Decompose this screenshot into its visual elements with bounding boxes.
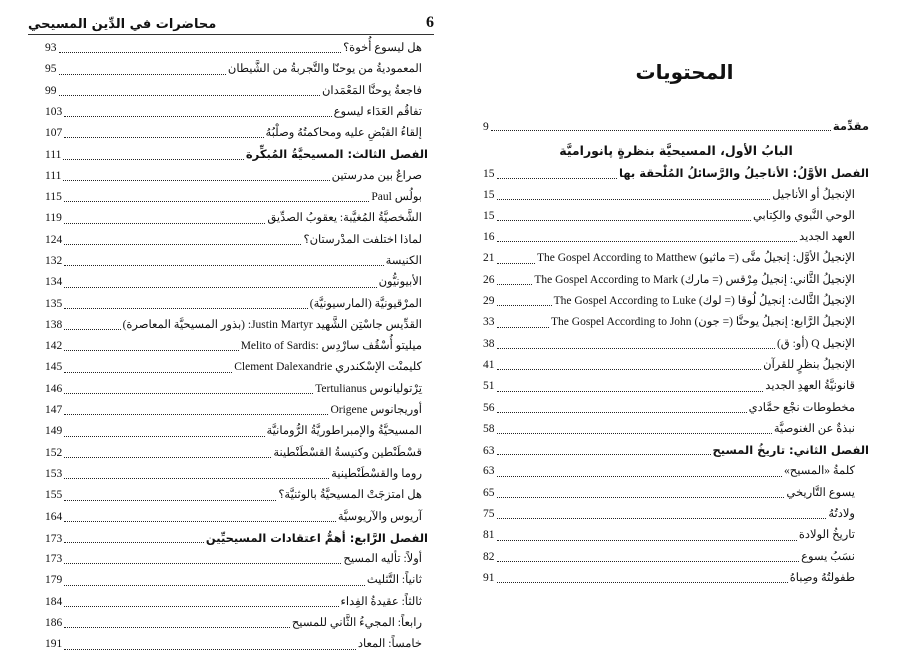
dot-leader	[497, 263, 536, 264]
toc-entry-label: تاريخُ الولادة	[798, 529, 855, 542]
toc-entry-label: الإنجيلُ الثَّاني: إنجيلُ مِرْقس (= مارك) The Gospel According to Mark	[534, 273, 855, 286]
toc-entry-page: 38	[483, 337, 495, 350]
toc-entry-page: 63	[483, 465, 495, 478]
toc-entry-page: 115	[45, 191, 62, 204]
toc-entry[interactable]	[483, 291, 869, 312]
dot-leader	[497, 454, 711, 455]
toc-entry[interactable]	[45, 81, 422, 102]
dot-leader	[64, 287, 376, 288]
dot-leader	[64, 116, 331, 117]
dot-leader	[64, 372, 232, 373]
toc-entry[interactable]	[483, 227, 869, 248]
dot-leader	[64, 137, 263, 138]
toc-entry-page: 29	[483, 295, 495, 308]
dot-leader	[59, 95, 320, 96]
toc-entry-label: الفصل الثالث: المسيحيَّةُ المُبكِّرة	[245, 147, 428, 162]
toc-entry[interactable]	[45, 421, 422, 442]
toc-entry[interactable]	[45, 357, 422, 378]
dot-leader	[64, 436, 264, 437]
toc-entry[interactable]	[45, 613, 422, 634]
toc-entry[interactable]	[483, 398, 869, 419]
toc-entry[interactable]	[45, 123, 422, 144]
toc-entry[interactable]	[483, 334, 869, 355]
toc-entry-page: 103	[45, 105, 63, 118]
toc-entry-label: قانونيَّةُ العهدِ الجديد	[765, 380, 855, 393]
toc-entry-label: ميليتو أُسْقُف سارْدِس :Melito of Sardis	[240, 340, 422, 353]
dot-leader	[497, 476, 783, 477]
dot-leader	[64, 329, 120, 330]
toc-entry-page: 132	[45, 254, 63, 267]
toc-entry-label: الشَّخصيَّةُ المُغيَّبة: يعقوبُ الصدِّيق	[267, 212, 422, 225]
dot-leader	[64, 308, 307, 309]
toc-entry-label: المسيحيَّةُ والإمبراطوريَّةُ الرُّومانيَّة	[266, 425, 422, 438]
dot-leader	[497, 433, 772, 434]
dot-leader	[497, 497, 785, 498]
toc-entry-page: 111	[45, 149, 62, 162]
toc-entry[interactable]	[483, 419, 869, 440]
dot-leader	[497, 199, 771, 200]
toc-entry-page: 56	[483, 401, 495, 414]
dot-leader	[64, 521, 336, 522]
toc-entry-label: الفصل الأوَّلُ: الأناجيلُ والرَّسائلُ المُلْحقة بها	[619, 166, 869, 181]
toc-entry[interactable]	[45, 166, 422, 187]
dot-leader	[64, 201, 370, 202]
toc-entry[interactable]	[45, 336, 422, 357]
toc-entry-label: رابعاً: المجيءُ الثَّاني للمسيح	[291, 617, 422, 630]
toc-entry-page: 124	[45, 233, 63, 246]
dot-leader	[497, 540, 797, 541]
toc-entry[interactable]	[483, 312, 869, 333]
toc-entry-page: 63	[483, 445, 495, 458]
toc-entry[interactable]	[483, 483, 869, 504]
toc-entry-label: العهد الجديد	[799, 231, 855, 244]
toc-entry-page: 149	[45, 425, 63, 438]
toc-entry-page: 51	[483, 380, 495, 393]
dot-leader	[64, 563, 341, 564]
toc-entry[interactable]	[45, 294, 422, 315]
toc-entry-label: الفصل الرَّابع: أهمُّ اعتقادات المسيحيِّين	[205, 530, 428, 545]
toc-entry-page: 15	[483, 188, 495, 201]
toc-entry-label: القدِّيس جاسْتِن الشَّهيد Justin Martyr: (بذور المسيحيَّة المعاصرة)	[122, 318, 422, 331]
toc-entry-page: 173	[45, 532, 63, 545]
toc-entry-label: أولاً: تأليه المسيح	[343, 553, 422, 566]
toc-entry-label: آريوس والآريوسيَّة	[337, 510, 422, 523]
toc-entry[interactable]	[483, 206, 869, 227]
toc-entry-label: نسَبُ يسوع	[801, 550, 855, 563]
toc-entry-label: كليمنْت الإسْكندري Clement Dalexandrie	[234, 361, 422, 374]
toc-entry-label: المعموديةُ من يوحنّا والتَّجربةُ من الشَّيطان	[227, 63, 422, 76]
dot-leader	[64, 500, 276, 501]
toc-entry-label: طفولتُهُ وصِباهُ	[789, 571, 855, 584]
dot-leader	[64, 649, 356, 650]
dot-leader	[64, 414, 328, 415]
toc-entry-page: 142	[45, 340, 63, 353]
part-title: البابُ الأول، المسيحيَّة بنظرةٍ پانوراميَّة	[559, 143, 793, 159]
toc-entry[interactable]	[483, 248, 869, 269]
dot-leader	[63, 180, 329, 181]
toc-entry-label: مخطوطات نجْع حمَّادي	[748, 401, 855, 414]
toc-entry[interactable]	[45, 400, 422, 421]
toc-entry[interactable]	[483, 525, 869, 546]
dot-leader	[497, 561, 800, 562]
toc-entry-label: صراعٌ بين مدرستين	[331, 169, 422, 182]
toc-entry-page: 58	[483, 422, 495, 435]
toc-entry-page: 81	[483, 529, 495, 542]
dot-leader	[497, 241, 798, 242]
dot-leader	[497, 518, 827, 519]
toc-entry[interactable]	[45, 208, 422, 229]
toc-entry-page: 147	[45, 404, 63, 417]
toc-entry-label: لماذا اختلفت المدْرستان؟	[303, 233, 422, 246]
toc-entry-page: 153	[45, 467, 63, 480]
toc-entry-label: الإنجيلُ الثَّالث: إنجيلُ لُوقا (= لوك) The Gospel According to Luke	[553, 295, 855, 308]
dot-leader	[64, 606, 338, 607]
dot-leader	[64, 478, 329, 479]
toc-entry-label: الإنجيلُ الأوَّل: إنجيلُ متَّى (= ماثيو) The Gospel According to Matthew	[537, 252, 855, 265]
toc-entry-page: 15	[483, 168, 495, 181]
toc-entry-page: 91	[483, 571, 495, 584]
dot-leader	[59, 52, 342, 53]
toc-entry-label: هل ليسوع أُخوة؟	[343, 42, 422, 54]
dot-leader	[64, 223, 266, 224]
toc-entry-page: 15	[483, 209, 495, 222]
dot-leader	[497, 305, 552, 306]
toc-entry-label: الإنجيلُ بنظرٍ للقرآن	[763, 358, 855, 371]
toc-entry[interactable]	[483, 270, 869, 291]
dot-leader	[64, 542, 204, 543]
toc-entry-label: أوريجانوس Origene	[330, 404, 422, 417]
toc-entry-label: هل امتزجَتْ المسيحيَّةُ بالوثنيَّة؟	[278, 489, 422, 502]
toc-entry-label: الأبيونيُّون	[378, 276, 422, 289]
toc-chapter-heading[interactable]	[483, 440, 869, 461]
toc-entry-label: فاجعةُ يوحنَّا المَعْمَدان	[321, 84, 422, 97]
toc-entry[interactable]	[45, 485, 422, 506]
dot-leader	[63, 159, 243, 160]
toc-entry-page: 119	[45, 212, 62, 225]
dot-leader	[64, 457, 271, 458]
toc-entry-label: نبذةٌ عن الغنوصيَّة	[773, 422, 855, 435]
toc-entry-page: 134	[45, 276, 63, 289]
dot-leader	[497, 284, 533, 285]
toc-entry-label: روما والقسْطَنْطينية	[331, 467, 422, 480]
toc-entry-label: إلقاءُ القبْضِ عليه ومحاكمتُهُ وصلْبُهُ	[265, 127, 422, 140]
toc-entry-page: 75	[483, 508, 495, 521]
toc-entry-page: 186	[45, 617, 63, 630]
toc-entry-page: 21	[483, 252, 495, 265]
toc-entry-label: مقدِّمة	[832, 119, 869, 133]
dot-leader	[497, 412, 747, 413]
toc-entry[interactable]	[45, 379, 422, 400]
toc-entry[interactable]	[45, 187, 422, 208]
toc-entry-label: الإنجيلُ أو الأناجيل	[772, 188, 855, 201]
toc-entry[interactable]	[45, 464, 422, 485]
toc-chapter-heading[interactable]	[45, 528, 428, 549]
toc-entry[interactable]	[45, 38, 422, 59]
toc-chapter-heading[interactable]	[45, 144, 428, 165]
toc-entry[interactable]	[45, 549, 422, 570]
toc-entry-label: تفاقُم العَدَاء ليسوع	[333, 105, 422, 118]
toc-entry[interactable]	[483, 504, 869, 525]
toc-entries-right	[483, 163, 869, 589]
toc-list-right	[483, 116, 869, 589]
toc-entry[interactable]	[483, 547, 869, 568]
dot-leader	[497, 220, 751, 221]
toc-entry-page: 191	[45, 638, 63, 651]
toc-entry-label: قسْطَنْطين وكنيسةُ القسْطَنْطينة	[273, 446, 422, 459]
dot-leader	[64, 350, 238, 351]
toc-entry-label: ولادتُهُ	[828, 508, 855, 521]
contents-title: المحتويات	[635, 60, 734, 84]
dot-leader	[497, 391, 764, 392]
toc-entry-label: بولُس Paul	[371, 191, 422, 204]
dot-leader	[64, 244, 301, 245]
toc-entry-page: 173	[45, 553, 63, 566]
toc-entry-page: 33	[483, 316, 495, 329]
toc-entry[interactable]	[483, 355, 869, 376]
toc-entry[interactable]	[45, 634, 422, 655]
toc-entry-page: 184	[45, 595, 63, 608]
left-page	[0, 0, 456, 651]
toc-entry[interactable]	[483, 461, 869, 482]
toc-entry-page: 135	[45, 297, 63, 310]
toc-entry[interactable]	[45, 230, 422, 251]
toc-entry-page: 9	[483, 121, 489, 133]
dot-leader	[497, 348, 775, 349]
toc-entry[interactable]	[45, 443, 422, 464]
running-header	[28, 14, 434, 35]
toc-entry-intro[interactable]	[483, 116, 869, 137]
toc-entry-page: 145	[45, 361, 63, 374]
toc-chapter-heading[interactable]	[483, 163, 869, 184]
toc-entry-page: 16	[483, 231, 495, 244]
toc-entry-page: 65	[483, 486, 495, 499]
dot-leader	[64, 627, 290, 628]
toc-entry[interactable]	[45, 315, 422, 336]
toc-entry-page: 146	[45, 382, 63, 395]
toc-entry-label: يسوع التَّاريخي	[786, 486, 855, 499]
toc-entry[interactable]	[45, 251, 422, 272]
toc-entry-label: الوحي النَّبوي والكِتابي	[752, 209, 855, 222]
toc-entry-page: 164	[45, 510, 63, 523]
dot-leader	[491, 130, 831, 131]
toc-entry[interactable]	[483, 185, 869, 206]
toc-entry[interactable]	[45, 592, 422, 613]
toc-entry-label: كلمةُ «المسيح»	[784, 465, 855, 478]
toc-entry-label: ثانياً: التَّثليث	[366, 574, 422, 587]
dot-leader	[497, 178, 618, 179]
toc-entry-page: 155	[45, 489, 63, 502]
toc-entry[interactable]	[483, 376, 869, 397]
toc-entry[interactable]	[45, 570, 422, 591]
toc-entry-label: الفصل الثاني: تاريخُ المسيح	[712, 443, 869, 458]
toc-list-left	[45, 38, 428, 656]
toc-entry-page: 26	[483, 273, 495, 286]
toc-entry[interactable]	[45, 272, 422, 293]
toc-entry-label: ثالثاً: عقيدةُ الفِداء	[340, 595, 422, 608]
toc-entry-page: 95	[45, 63, 57, 76]
toc-entry-page: 111	[45, 169, 62, 182]
running-title: محاضرات في الدِّين المسيحي	[28, 17, 217, 32]
toc-entry-label: الإنجيل Q (أو: ق)	[776, 337, 855, 350]
toc-entry-label: المرْقيونيَّة (المارسيونيَّة)	[309, 297, 422, 310]
toc-entry-page: 138	[45, 318, 63, 331]
toc-entry-page: 82	[483, 550, 495, 563]
toc-entry-label: خامساً: المعاد	[357, 638, 422, 651]
toc-entry[interactable]	[45, 507, 422, 528]
dot-leader	[497, 369, 762, 370]
toc-entry[interactable]	[45, 59, 422, 80]
toc-entry-page: 107	[45, 127, 63, 140]
dot-leader	[64, 265, 383, 266]
dot-leader	[497, 327, 550, 328]
toc-entry-label: الكنيسة	[385, 254, 422, 267]
toc-entry-label: الإنجيلُ الرَّابع: إنجيلُ يوحنَّا (= جون) The Gospel According to John	[551, 316, 855, 329]
dot-leader	[64, 585, 365, 586]
toc-entry-page: 41	[483, 358, 495, 371]
toc-entry-page: 152	[45, 446, 63, 459]
toc-entry[interactable]	[483, 568, 869, 589]
dot-leader	[497, 582, 788, 583]
dot-leader	[64, 393, 313, 394]
toc-entry-page: 93	[45, 42, 57, 54]
dot-leader	[59, 74, 226, 75]
toc-entry-page: 99	[45, 84, 57, 97]
toc-entry-page: 179	[45, 574, 63, 587]
toc-entry-label: تِرْتوليانوس Tertulianus	[315, 382, 422, 395]
toc-entry[interactable]	[45, 102, 422, 123]
page-number: 6	[426, 14, 434, 31]
